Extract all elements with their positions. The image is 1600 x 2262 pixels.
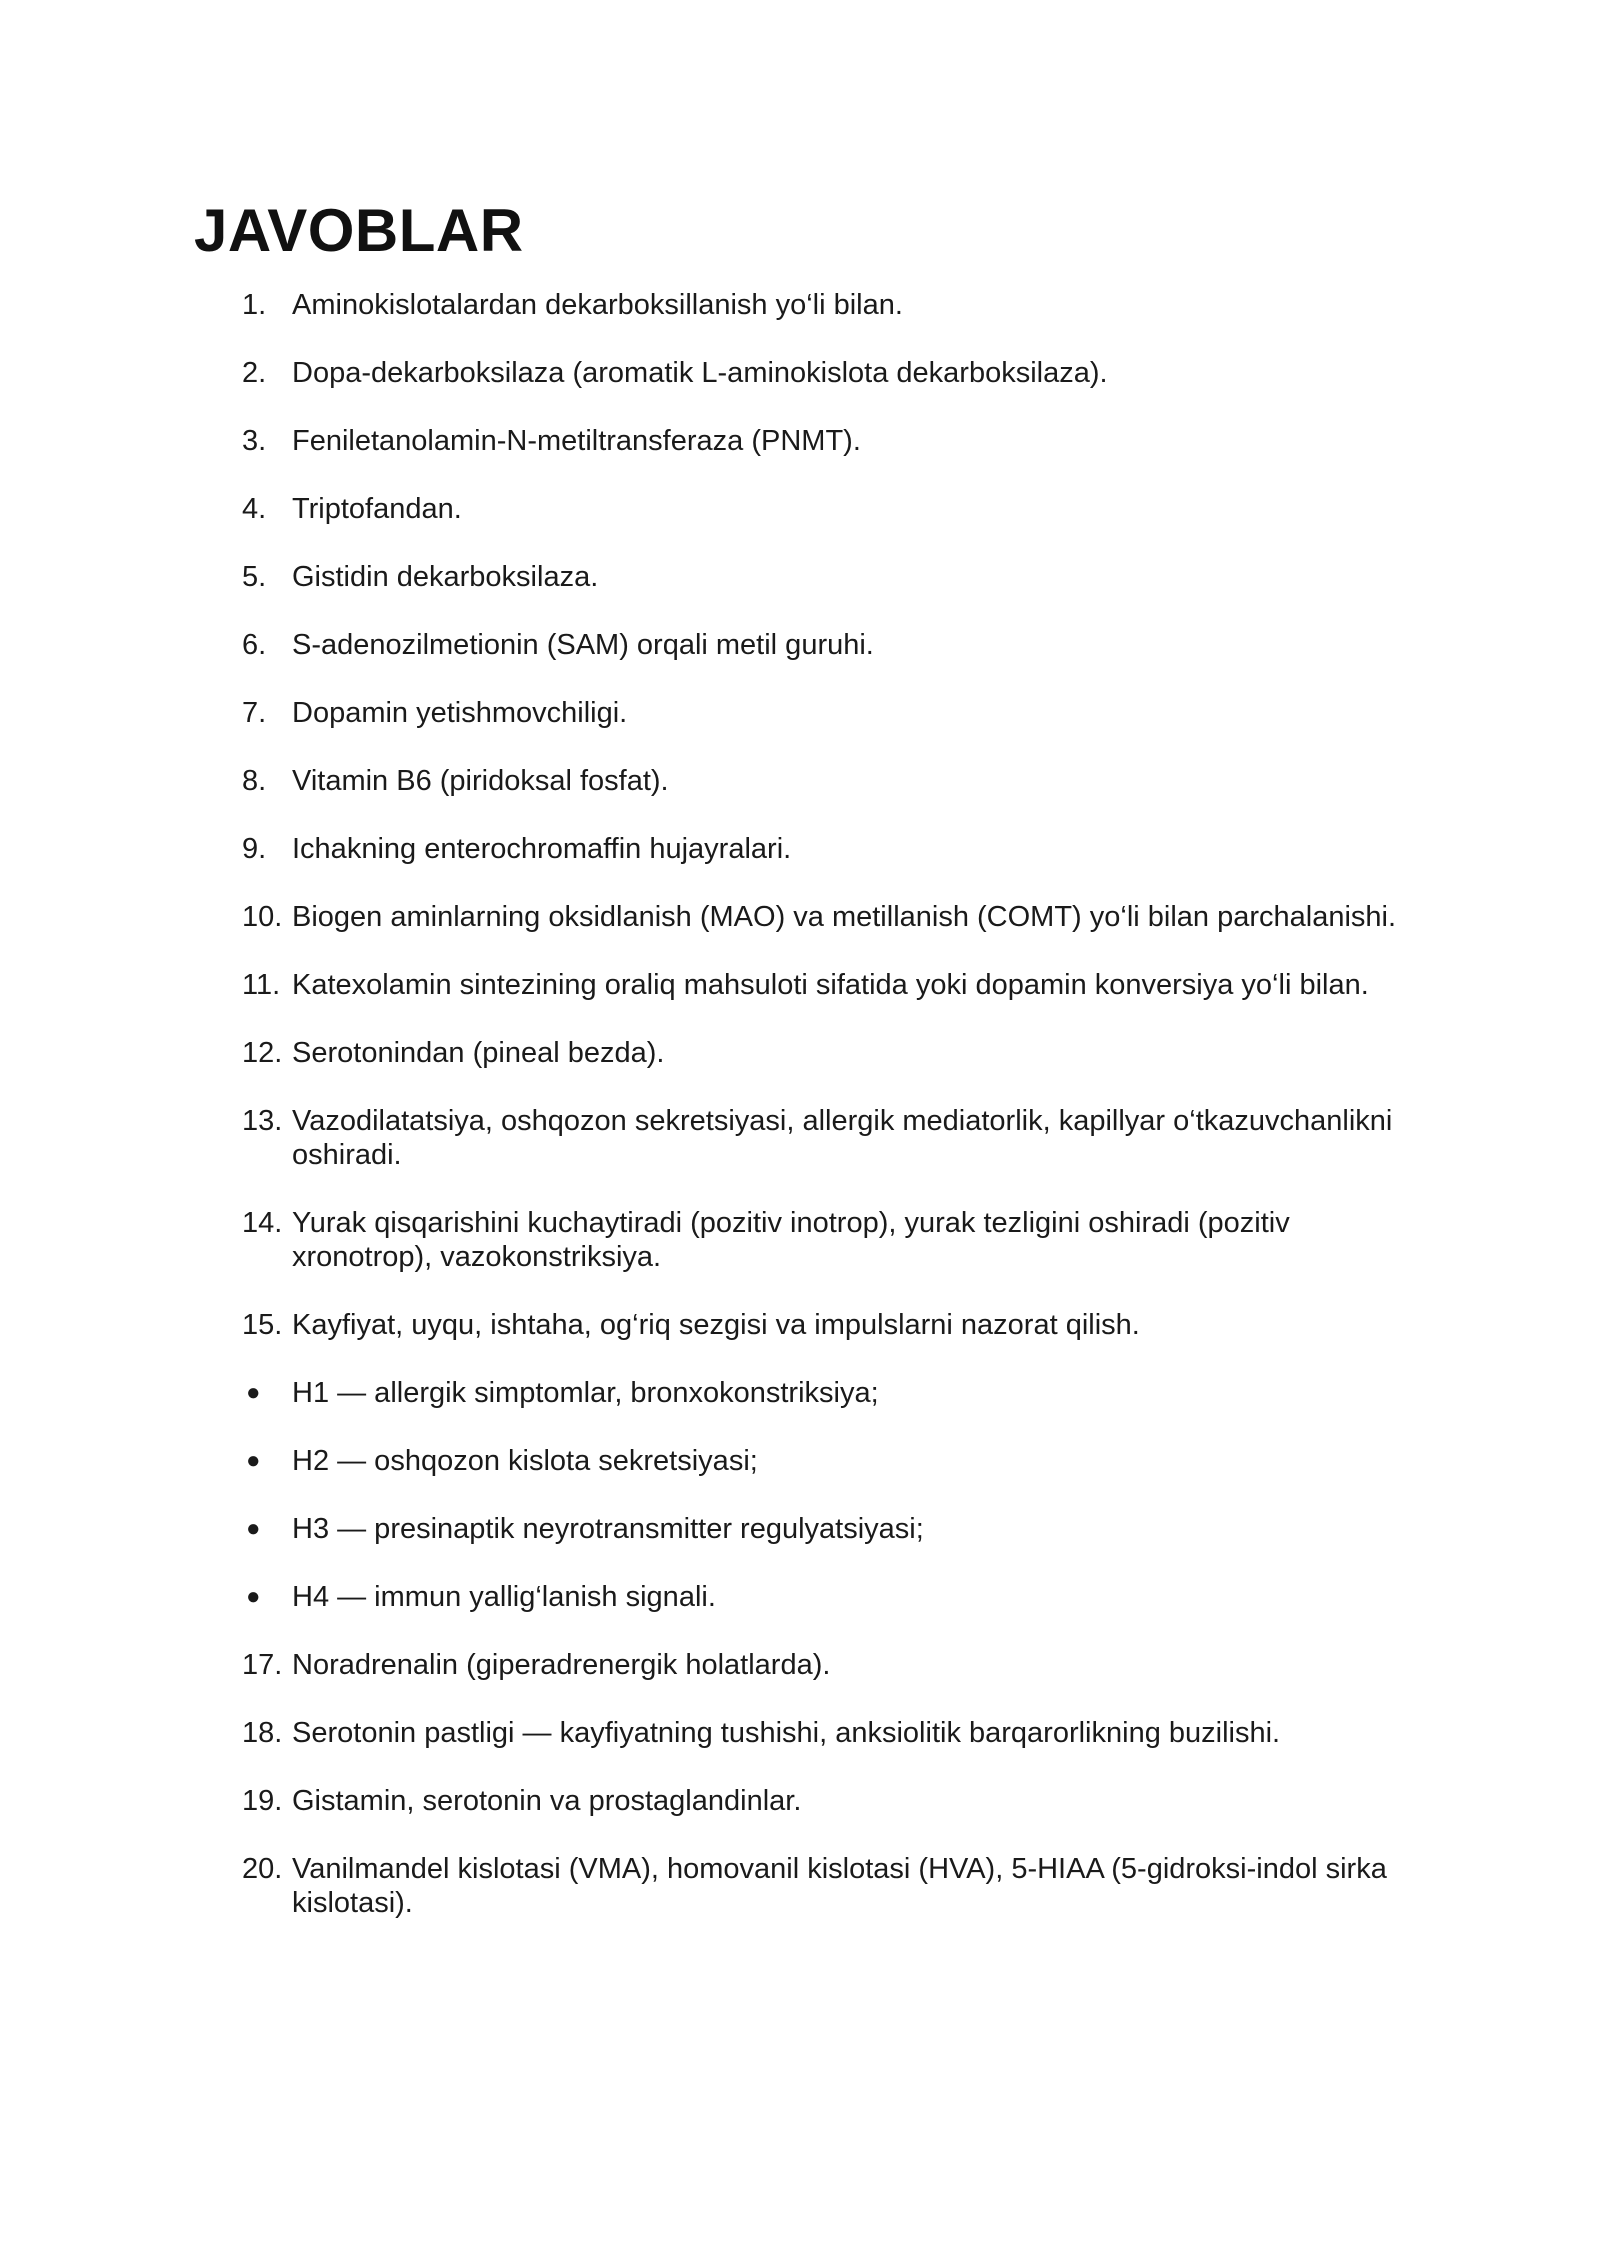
item-number: 8. <box>242 765 267 797</box>
answer-text: Vitamin B6 (piridoksal fosfat). <box>292 765 669 797</box>
answer-text: Yurak qisqarishini kuchaytiradi (pozitiv inotrop), yurak tezligini oshiradi (pozitiv xronotrop), vazokonstriksiya. <box>292 1207 1290 1273</box>
answer-text: Vanilmandel kislotasi (VMA), homovanil kislotasi (HVA), 5-HIAA (5-gidroksi-indol sirka kislotasi). <box>292 1853 1387 1919</box>
item-number: 12. <box>242 1037 283 1069</box>
item-number: 3. <box>242 425 267 457</box>
answer-item <box>0 1444 1422 1478</box>
answer-text: H4 — immun yallig‘lanish signali. <box>292 1581 716 1613</box>
answer-item <box>0 1036 1422 1070</box>
answer-item <box>0 356 1422 390</box>
answer-item <box>0 1512 1422 1546</box>
answers-list <box>0 288 1600 1954</box>
answer-item <box>0 764 1422 798</box>
item-number: 1. <box>242 289 267 321</box>
item-number: 9. <box>242 833 267 865</box>
answer-text: Katexolamin sintezining oraliq mahsuloti sifatida yoki dopamin konversiya yo‘li bilan. <box>292 969 1369 1001</box>
answer-text: H3 — presinaptik neyrotransmitter regulyatsiyasi; <box>292 1513 924 1545</box>
answer-item <box>0 832 1422 866</box>
answer-item <box>0 560 1422 594</box>
answer-text: Dopa-dekarboksilaza (aromatik L-aminokislota dekarboksilaza). <box>292 357 1108 389</box>
answer-text: Ichakning enterochromaffin hujayralari. <box>292 833 792 865</box>
answer-item <box>0 1206 1422 1274</box>
item-number: 10. <box>242 901 283 933</box>
answer-text: Serotonin pastligi — kayfiyatning tushishi, anksiolitik barqarorlikning buzilishi. <box>292 1717 1281 1749</box>
item-number: 17. <box>242 1649 283 1681</box>
page-title: JAVOBLAR <box>194 197 524 264</box>
answer-item <box>0 1308 1422 1342</box>
item-number: 11. <box>242 969 281 1001</box>
bullet-marker: ● <box>246 1447 261 1474</box>
answer-text: Dopamin yetishmovchiligi. <box>292 697 628 729</box>
item-number: 4. <box>242 493 267 525</box>
bullet-marker: ● <box>246 1515 261 1542</box>
item-number: 15. <box>242 1309 283 1341</box>
item-number: 14. <box>242 1207 283 1239</box>
answer-text: Aminokislotalardan dekarboksillanish yo‘li bilan. <box>292 289 903 321</box>
item-number: 18. <box>242 1717 283 1749</box>
bullet-marker: ● <box>246 1379 261 1406</box>
answer-item <box>0 424 1422 458</box>
item-number: 5. <box>242 561 267 593</box>
item-number: 13. <box>242 1105 283 1137</box>
answer-item <box>0 1580 1422 1614</box>
answer-text: Triptofandan. <box>292 493 462 525</box>
item-number: 2. <box>242 357 267 389</box>
bullet-marker: ● <box>246 1583 261 1610</box>
item-number: 6. <box>242 629 267 661</box>
answer-item <box>0 288 1422 322</box>
answer-text: Feniletanolamin-N-metiltransferaza (PNMT). <box>292 425 861 457</box>
answer-item <box>0 1648 1422 1682</box>
answer-item <box>0 492 1422 526</box>
answer-item <box>0 628 1422 662</box>
answer-text: H1 — allergik simptomlar, bronxokonstriksiya; <box>292 1377 879 1409</box>
answer-text: H2 — oshqozon kislota sekretsiyasi; <box>292 1445 758 1477</box>
item-number: 20. <box>242 1853 283 1885</box>
answer-text: Gistidin dekarboksilaza. <box>292 561 599 593</box>
answer-item <box>0 900 1422 934</box>
answer-text: S-adenozilmetionin (SAM) orqali metil guruhi. <box>292 629 874 661</box>
answer-text: Biogen aminlarning oksidlanish (MAO) va metillanish (COMT) yo‘li bilan parchalanishi. <box>292 901 1397 933</box>
item-number: 19. <box>242 1785 283 1817</box>
answer-item <box>0 1852 1422 1920</box>
answer-text: Kayfiyat, uyqu, ishtaha, og‘riq sezgisi va impulslarni nazorat qilish. <box>292 1309 1140 1341</box>
answer-item <box>0 968 1422 1002</box>
answer-item <box>0 1716 1422 1750</box>
answer-text: Gistamin, serotonin va prostaglandinlar. <box>292 1785 802 1817</box>
answer-item <box>0 1784 1422 1818</box>
answer-text: Vazodilatatsiya, oshqozon sekretsiyasi, allergik mediatorlik, kapillyar o‘tkazuvchanlikni oshiradi. <box>292 1105 1393 1171</box>
answer-item <box>0 1104 1422 1172</box>
item-number: 7. <box>242 697 267 729</box>
answer-text: Serotonindan (pineal bezda). <box>292 1037 665 1069</box>
answer-item <box>0 1376 1422 1410</box>
answer-item <box>0 696 1422 730</box>
answer-text: Noradrenalin (giperadrenergik holatlarda). <box>292 1649 831 1681</box>
